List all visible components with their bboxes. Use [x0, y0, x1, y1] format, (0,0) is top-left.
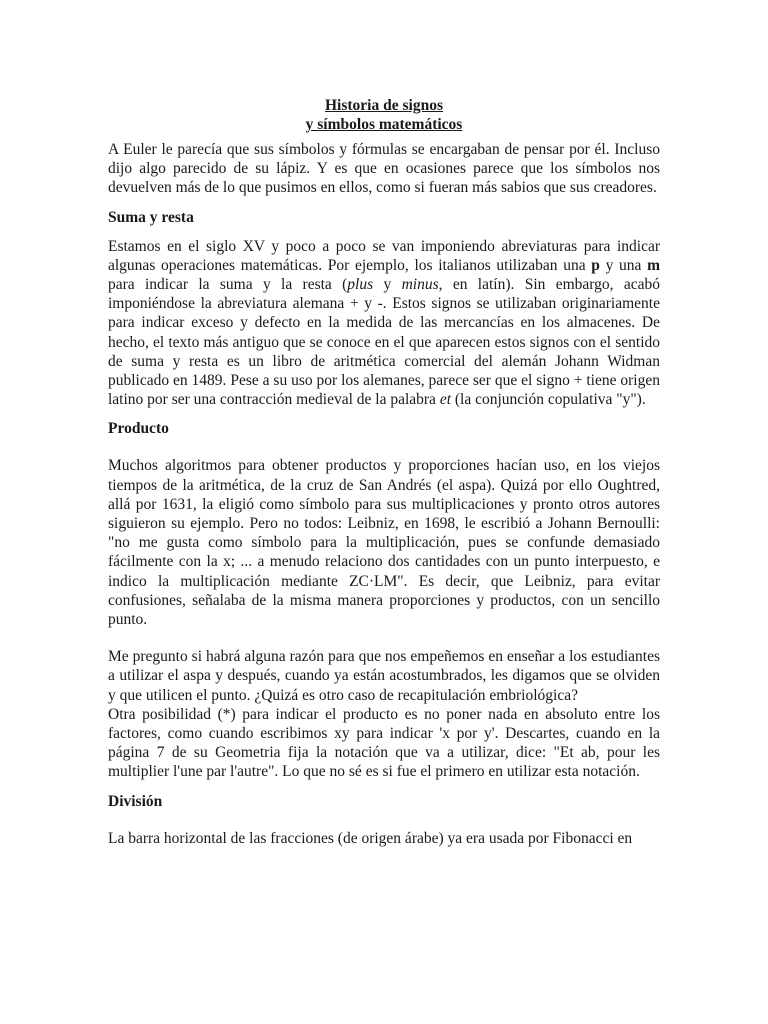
title-line-2: y símbolos matemáticos: [305, 116, 463, 133]
suma-paragraph: Estamos en el siglo XV y poco a poco se van imponiendo abreviaturas para indicar algunas operaciones matemáticas. Por ejemplo, los italianos utilizaban una p y una m para indicar la suma y la resta (plus y minus, en latín). Sin embargo, acabó imponiéndose la abreviatura alemana + y -. Estos signos se utilizaban originariamente para indicar exceso y defecto en la medida de las mercancías en los almacenes. De hecho, el texto más antiguo que se conoce en el que aparecen estos signos con el sentido de suma y resta es un libro de aritmética comercial del alemán Johann Widman publicado en 1489. Pese a su uso por los alemanes, parece ser que el signo + tiene origen latino por ser una contracción medieval de la palabra et (la conjunción copulativa "y").: [108, 237, 661, 409]
document-title: [108, 96, 660, 134]
producto-paragraph-2: Me pregunto si habrá alguna razón para que nos empeñemos en enseñar a los estudiantes a utilizar el aspa y después, cuando ya están acostumbrados, les digamos que se olviden y que utilicen el punto. ¿Quizá es otro caso de recapitulación embriológica?: [108, 648, 660, 704]
intro-paragraph: A Euler le parecía que sus símbolos y fórmulas se encargaban de pensar por él. Incluso dijo algo parecido de su lápiz. Y es que en ocasiones parece que los símbolos nos devuelven más de lo que pusimos en ellos, como si fueran más sabios que sus creadores.: [108, 141, 660, 197]
section-heading-division: División: [108, 792, 163, 810]
producto-paragraph-1: Muchos algoritmos para obtener productos y proporciones hacían uso, en los viejos tiempos de la aritmética, de la cruz de San Andrés (el aspa). Quizá por ello Oughtred, allá por 1631, la eligió como símbolo para sus multiplicaciones y pronto otros autores siguieron su ejemplo. Pero no todos: Leibniz, en 1698, le escribió a Johann Bernoulli: "no me gusta como símbolo para la multiplicación, pues se confunde demasiado fácilmente con la x; ... a menudo relaciono dos cantidades con un punto interpuesto, e indico la multiplicación mediante ZC·LM". Es decir, que Leibniz, para evitar confusiones, señalaba de la misma manera proporciones y productos, con un sencillo punto.: [108, 457, 660, 629]
division-paragraph: La barra horizontal de las fracciones (de origen árabe) ya era usada por Fibonacci en: [108, 829, 633, 847]
producto-paragraph-3: Otra posibilidad (*) para indicar el producto es no poner nada en absoluto entre los factores, como cuando escribimos xy para indicar 'x por y'. Descartes, cuando en la página 7 de su Geometria fija la notación que va a utilizar, dice: "Et ab, pour les multiplier l'une par l'autre". Lo que no sé es si fue el primero en utilizar esta notación.: [108, 705, 660, 781]
section-heading-producto: Producto: [108, 420, 169, 438]
title-line-1: Historia de signos: [325, 97, 443, 114]
section-heading-suma-y-resta: Suma y resta: [108, 208, 194, 226]
